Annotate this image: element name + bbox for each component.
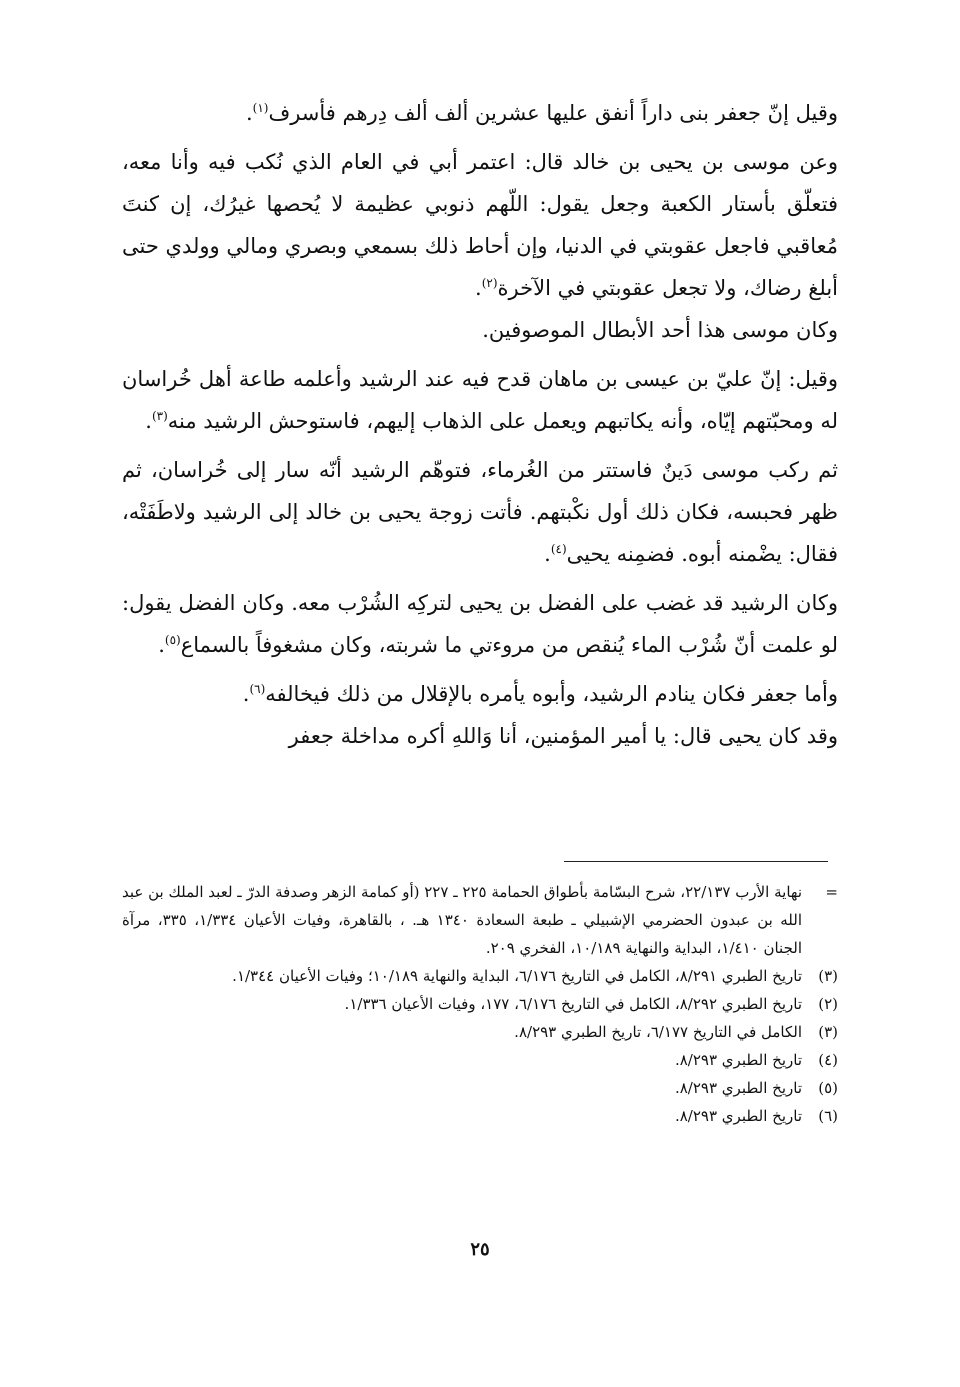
paragraph-8: وقد كان يحيى قال: يا أمير المؤمنين، أنا وَاللهِ أكره مداخلة جعفر — [288, 724, 838, 748]
footnote-text: تاريخ الطبري ٨/٢٩٣. — [674, 1051, 802, 1069]
paragraph-6: وكان الرشيد قد غضب على الفضل بن يحيى لتركِه الشُرْب معه. وكان الفضل يقول: لو علمت أنّ شُرْب الماء يُنقص من مروءتي ما شربته، وكان مشغوفاً بالسماع$^{(٥)}$. — [122, 591, 838, 657]
paragraph-3: وكان موسى هذا أحد الأبطال الموصوفين. — [482, 318, 838, 342]
footnote-ref: (٢) — [481, 276, 498, 290]
footnote-marker: (٥) — [818, 1079, 838, 1097]
footnote-text: تاريخ الطبري ٨/٢٩١، الكامل في التاريخ ٦/١٧٦، البداية والنهاية ١٠/١٨٩؛ وفيات الأعيان ١/٣٤٤. — [232, 967, 802, 985]
footnote-marker: (٣) — [818, 1023, 838, 1041]
footnote — [122, 1074, 838, 1102]
footnote — [122, 878, 838, 962]
footnote-marker: = — [825, 883, 838, 901]
footnote-marker: (٢) — [818, 995, 838, 1013]
footnote-ref: (٥) — [164, 633, 181, 647]
footnote-text: تاريخ الطبري ٨/٢٩٢، الكامل في التاريخ ٦/١٧٦، ١٧٧، وفيات الأعيان ١/٣٣٦. — [344, 995, 802, 1013]
paragraph-2: وعن موسى بن يحيى بن خالد قال: اعتمر أبي في العام الذي نُكب فيه وأنا معه، فتعلّق بأستار الكعبة وجعل يقول: اللّهم ذنوبي عظيمة لا يُحصها غيرُك، إن كنتَ مُعاقبي فاجعل عقوبتي في الدنيا، وإن أحاط ذلك بسمعي وبصري ومالي وولدي حتى أبلغ رضاك، ولا تجعل عقوبتي في الآخرة$^{(٢)}$. — [122, 150, 838, 300]
footnote-marker: (٤) — [818, 1051, 838, 1069]
footnote-text: الكامل في التاريخ ٦/١٧٧، تاريخ الطبري ٨/٢٩٣. — [514, 1023, 802, 1041]
footnote-ref: (٤) — [550, 542, 567, 556]
paragraph-5: ثم ركب موسى دَينٌ فاستتر من الغُرماء، فتوهّم الرشيد أنّه سار إلى خُراسان، ثم ظهر فحبسه، فكان ذلك أول نكْبتهم. فأتت زوجة يحيى بن خالد إلى الرشيد ولاطَفَتْه، فقال: يضْمنه أبوه. فضمِنه يحيى$^{(٤)}$. — [122, 458, 838, 566]
footnote-text: نهاية الأرب ٢٢/١٣٧، شرح البسّامة بأطواق الحمامة ٢٢٥ ـ ٢٢٧ (أو كمامة الزهر وصدفة الدرّ ـ لعبد الملك بن عبد الله بن عبدون الحضرمي الإشبيلي ـ طبعة السعادة ١٣٤٠ هـ. ، بالقاهرة، وفيات الأعيان ١/٣٣٤، ٣٣٥، مرآة الجنان ١/٤١٠، البداية والنهاية ١٠/١٨٩، الفخري ٢٠٩. — [122, 883, 802, 957]
page-number: ٢٥ — [470, 1239, 490, 1260]
paragraph-4: وقيل: إنّ عليّ بن عيسى بن ماهان قدح فيه عند الرشيد وأعلمه طاعة أهل خُراسان له ومحبّتهم إيّاه، وأنه يكاتبهم ويعمل على الذهاب إليهم، فاستوحش الرشيد منه$^{(٣)}$. — [122, 367, 838, 433]
footnote-divider — [564, 861, 828, 862]
paragraph-7: وأما جعفر فكان ينادم الرشيد، وأبوه يأمره بالإقلال من ذلك فيخالفه$^{(٦)}$. — [242, 682, 838, 706]
footnote-ref: (٦) — [249, 682, 266, 696]
footnote-ref: (١) — [252, 101, 269, 115]
paragraph-1: وقيل إنّ جعفر بنى داراً أنفق عليها عشرين ألف ألف دِرهم فأسرف$^{(١)}$. — [245, 101, 838, 125]
footnote-text: تاريخ الطبري ٨/٢٩٣. — [674, 1079, 802, 1097]
footnote — [122, 962, 838, 990]
footnote — [122, 990, 838, 1018]
footnote-marker: (٦) — [818, 1107, 838, 1125]
footnote-marker: (٣) — [818, 967, 838, 985]
footnotes — [122, 878, 838, 1130]
body-text — [122, 92, 838, 757]
footnote-text: تاريخ الطبري ٨/٢٩٣. — [674, 1107, 802, 1125]
footnote-ref: (٣) — [151, 409, 168, 423]
footnote — [122, 1018, 838, 1046]
footnote — [122, 1046, 838, 1074]
footnote — [122, 1102, 838, 1130]
